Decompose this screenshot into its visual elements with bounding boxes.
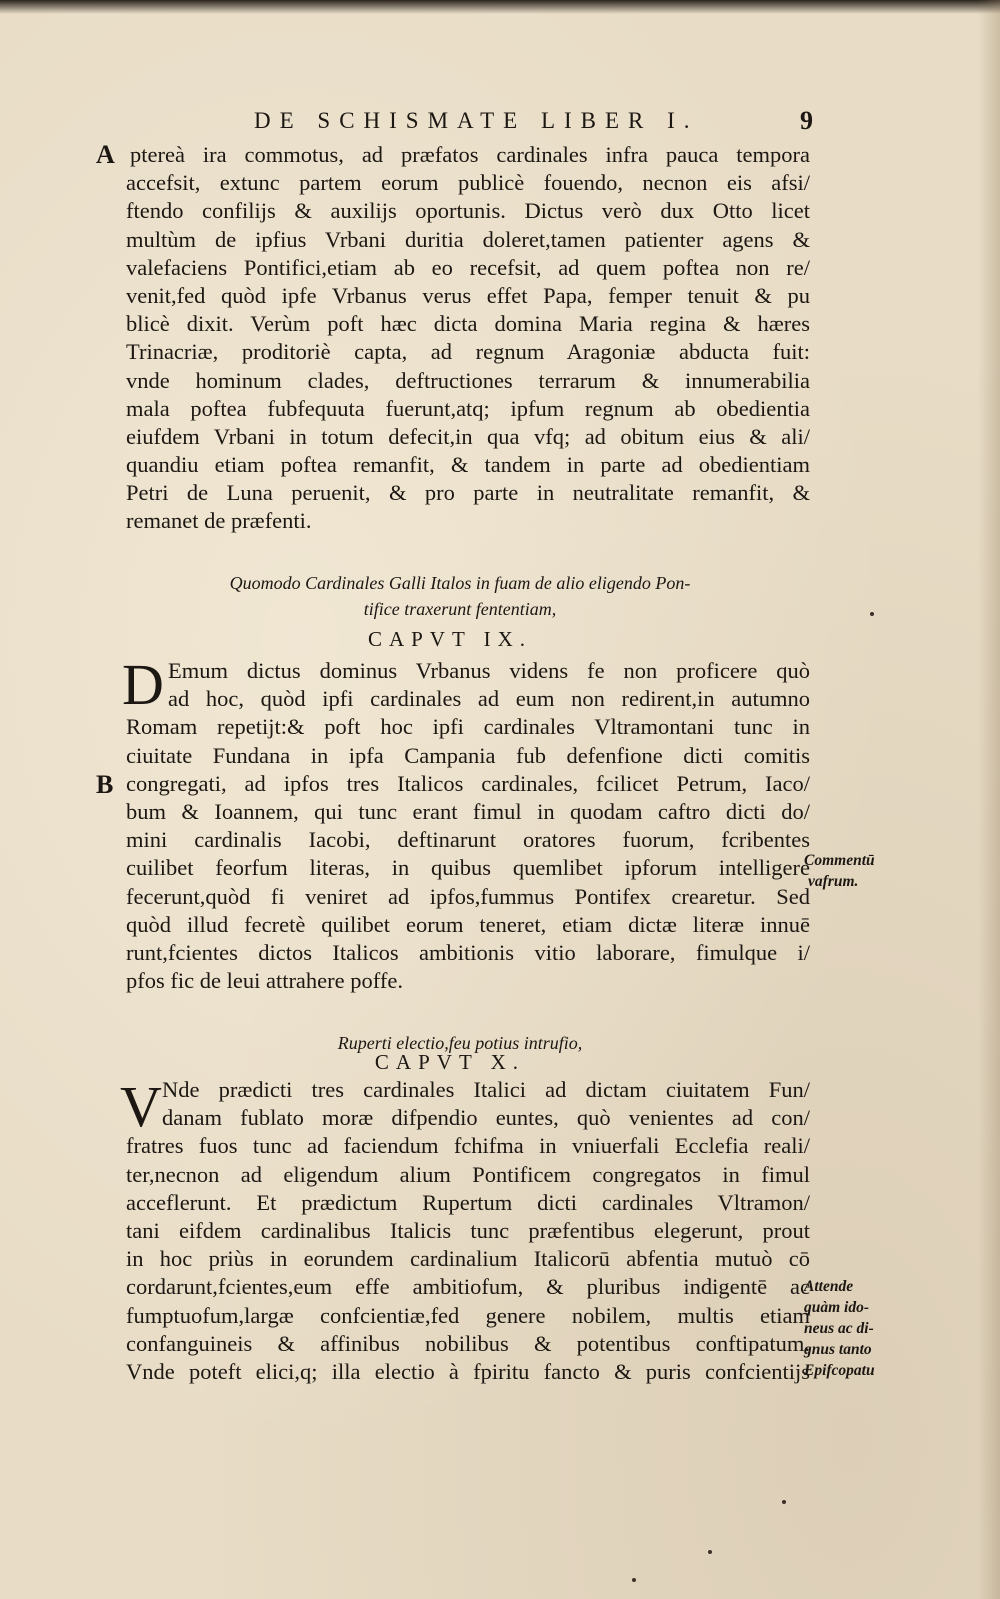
text-line: ptereà ira commotus, ad præfatos cardinales infra pauca tempora (130, 142, 810, 167)
text-line: ter,necnon ad eligendum alium Pontificem congregatos in fimul (126, 1161, 810, 1187)
text-line: ciuitate Fundana in ipfa Campania fub defenfione dicti comitis (126, 742, 810, 768)
text-line: mala poftea fubfequuta fuerunt,atq; ipfum regnum ab obedientia (126, 395, 810, 421)
chapter-10-text (126, 1076, 810, 1386)
text-line: danam fublato moræ difpendio euntes, quò venientes ad con/ (162, 1105, 810, 1131)
text-line: fumptuofum,largæ confcientiæ,fed genere nobilem, multis etiam (126, 1302, 810, 1328)
text-line: multùm de ipfius Vrbani duritia doleret,tamen patienter agens & (126, 226, 810, 252)
ink-speck (782, 1500, 786, 1504)
text-line: bum & Ioannem, qui tunc erant fimul in quodam caftro dicti do/ (126, 798, 810, 824)
chapter-9-heading-line-2: tifice traxerunt fententiam, (363, 599, 557, 619)
marginal-note-line: Commentū (804, 852, 875, 869)
marginal-note-1 (804, 850, 875, 892)
text-line: runt,fcientes dictos Italicos ambitionis vitio laborare, fimulque i/ (126, 939, 810, 965)
chapter-9-heading-line-1: Quomodo Cardinales Galli Italos in fuam de alio eligendo Pon- (229, 573, 691, 593)
text-line: cuilibet feorfum literas, in quibus quemlibet ipforum intelligere (126, 855, 810, 881)
text-line: fecerunt,quòd fi veniret ad ipfos,fummus Pontifex crearetur. Sed (126, 883, 810, 909)
text-line: ad hoc, quòd ipfi cardinales ad eum non redirent,in autumno (168, 686, 810, 712)
text-line: mini cardinalis Iacobi, deftinarunt oratores fuorum, fcribentes (126, 827, 810, 853)
text-line: tani eifdem cardinalibus Italicis tunc præfentibus elegerunt, prout (126, 1217, 810, 1243)
page-number: 9 (800, 106, 813, 135)
text-line: cordarunt,fcientes,eum effe ambitiofum, & pluribus indigentē ac (126, 1274, 810, 1300)
text-line: in hoc priùs in eorundem cardinalium Italicorū abfentia mutuò cō (126, 1246, 810, 1272)
marginal-note-line: Attende (804, 1278, 854, 1295)
chapter-9-heading (160, 570, 760, 622)
ink-speck (632, 1578, 636, 1582)
text-line: quandiu etiam poftea remanfit, & tandem in parte ad obedientiam (126, 452, 810, 478)
text-line: fratres fuos tunc ad faciendum fchifma in vniuerfali Ecclefia reali/ (126, 1133, 810, 1159)
text-line: remanet de præfenti. (126, 508, 312, 534)
marginal-note-2 (804, 1276, 875, 1381)
ink-speck (870, 612, 874, 616)
text-line: Petri de Luna peruenit, & pro parte in neutralitate remanfit, & (126, 480, 810, 506)
chapter-10-dropcap: V (120, 1074, 162, 1139)
text-line: acceflerunt. Et prædictum Rupertum dicti cardinales Vltramon/ (126, 1189, 810, 1215)
text-line: venit,fed quòd ipfe Vrbanus verus effet Papa, femper tenuit & pu (126, 282, 810, 308)
margin-letter-a: A (96, 140, 115, 169)
marginal-note-line: vafrum. (808, 873, 859, 890)
page-header (0, 108, 1000, 138)
text-line: congregati, ad ipfos tres Italicos cardinales, fcilicet Petrum, Iaco/ (126, 770, 810, 796)
page-top-shadow (0, 0, 1000, 14)
text-line: Romam repetijt:& poft hoc ipfi cardinales Vltramontani tunc in (126, 714, 810, 740)
ink-speck (708, 1550, 712, 1554)
text-line: Vnde poteft elici,q; illa electio à fpiritu fancto & puris confcientijs (126, 1358, 810, 1384)
chapter-9-text (126, 657, 810, 995)
marginal-note-line: Epifcopatu (804, 1362, 875, 1379)
chapter-9-dropcap: D (122, 652, 164, 717)
chapter-10-caput: CAPVT X. (374, 1050, 526, 1074)
chapter-9-caput: CAPVT IX. (367, 627, 533, 651)
text-line: eiufdem Vrbani in totum defecit,in qua vfq; ad obitum eius & ali/ (126, 423, 810, 449)
text-line: valefaciens Pontifici,etiam ab eo recefsit, ad quem poftea non re/ (126, 254, 810, 280)
text-line: vnde hominum clades, deftructiones terrarum & innumerabilia (126, 367, 810, 393)
marginal-note-line: quàm ido- (804, 1299, 870, 1316)
text-line: quòd illud fecretè quilibet eorum teneret, etiam dictæ literæ innuē (126, 911, 810, 937)
text-line: Emum dictus dominus Vrbanus videns fe non proficere quò (168, 658, 810, 683)
chapter-10-heading-line: Ruperti electio,feu potius intrufio, (337, 1033, 583, 1053)
margin-letter-b: B (96, 770, 114, 799)
text-line: Nde prædicti tres cardinales Italici ad dictam ciuitatem Fun/ (162, 1077, 810, 1102)
marginal-note-line: gnus tanto (804, 1341, 872, 1358)
marginal-note-line: neus ac di- (804, 1320, 874, 1337)
text-line: pfos fic de leui attrahere poffe. (126, 968, 403, 994)
text-line: ftendo confilijs & auxilijs oportunis. Dictus verò dux Otto licet (126, 198, 810, 224)
page-right-edge (978, 0, 1000, 1599)
text-line: Trinacriæ, proditoriè capta, ad regnum Aragoniæ abducta fuit: (126, 339, 810, 365)
opening-paragraph (126, 141, 810, 536)
text-line: blicè dixit. Verùm poft hæc dicta domina Maria regina & hæres (126, 311, 810, 337)
running-head: DE SCHISMATE LIBER I. (254, 108, 699, 133)
text-line: confanguineis & affinibus nobilibus & potentibus conftipatum. (126, 1330, 810, 1356)
text-line: accefsit, extunc partem eorum publicè fouendo, necnon eis afsi/ (126, 170, 810, 196)
